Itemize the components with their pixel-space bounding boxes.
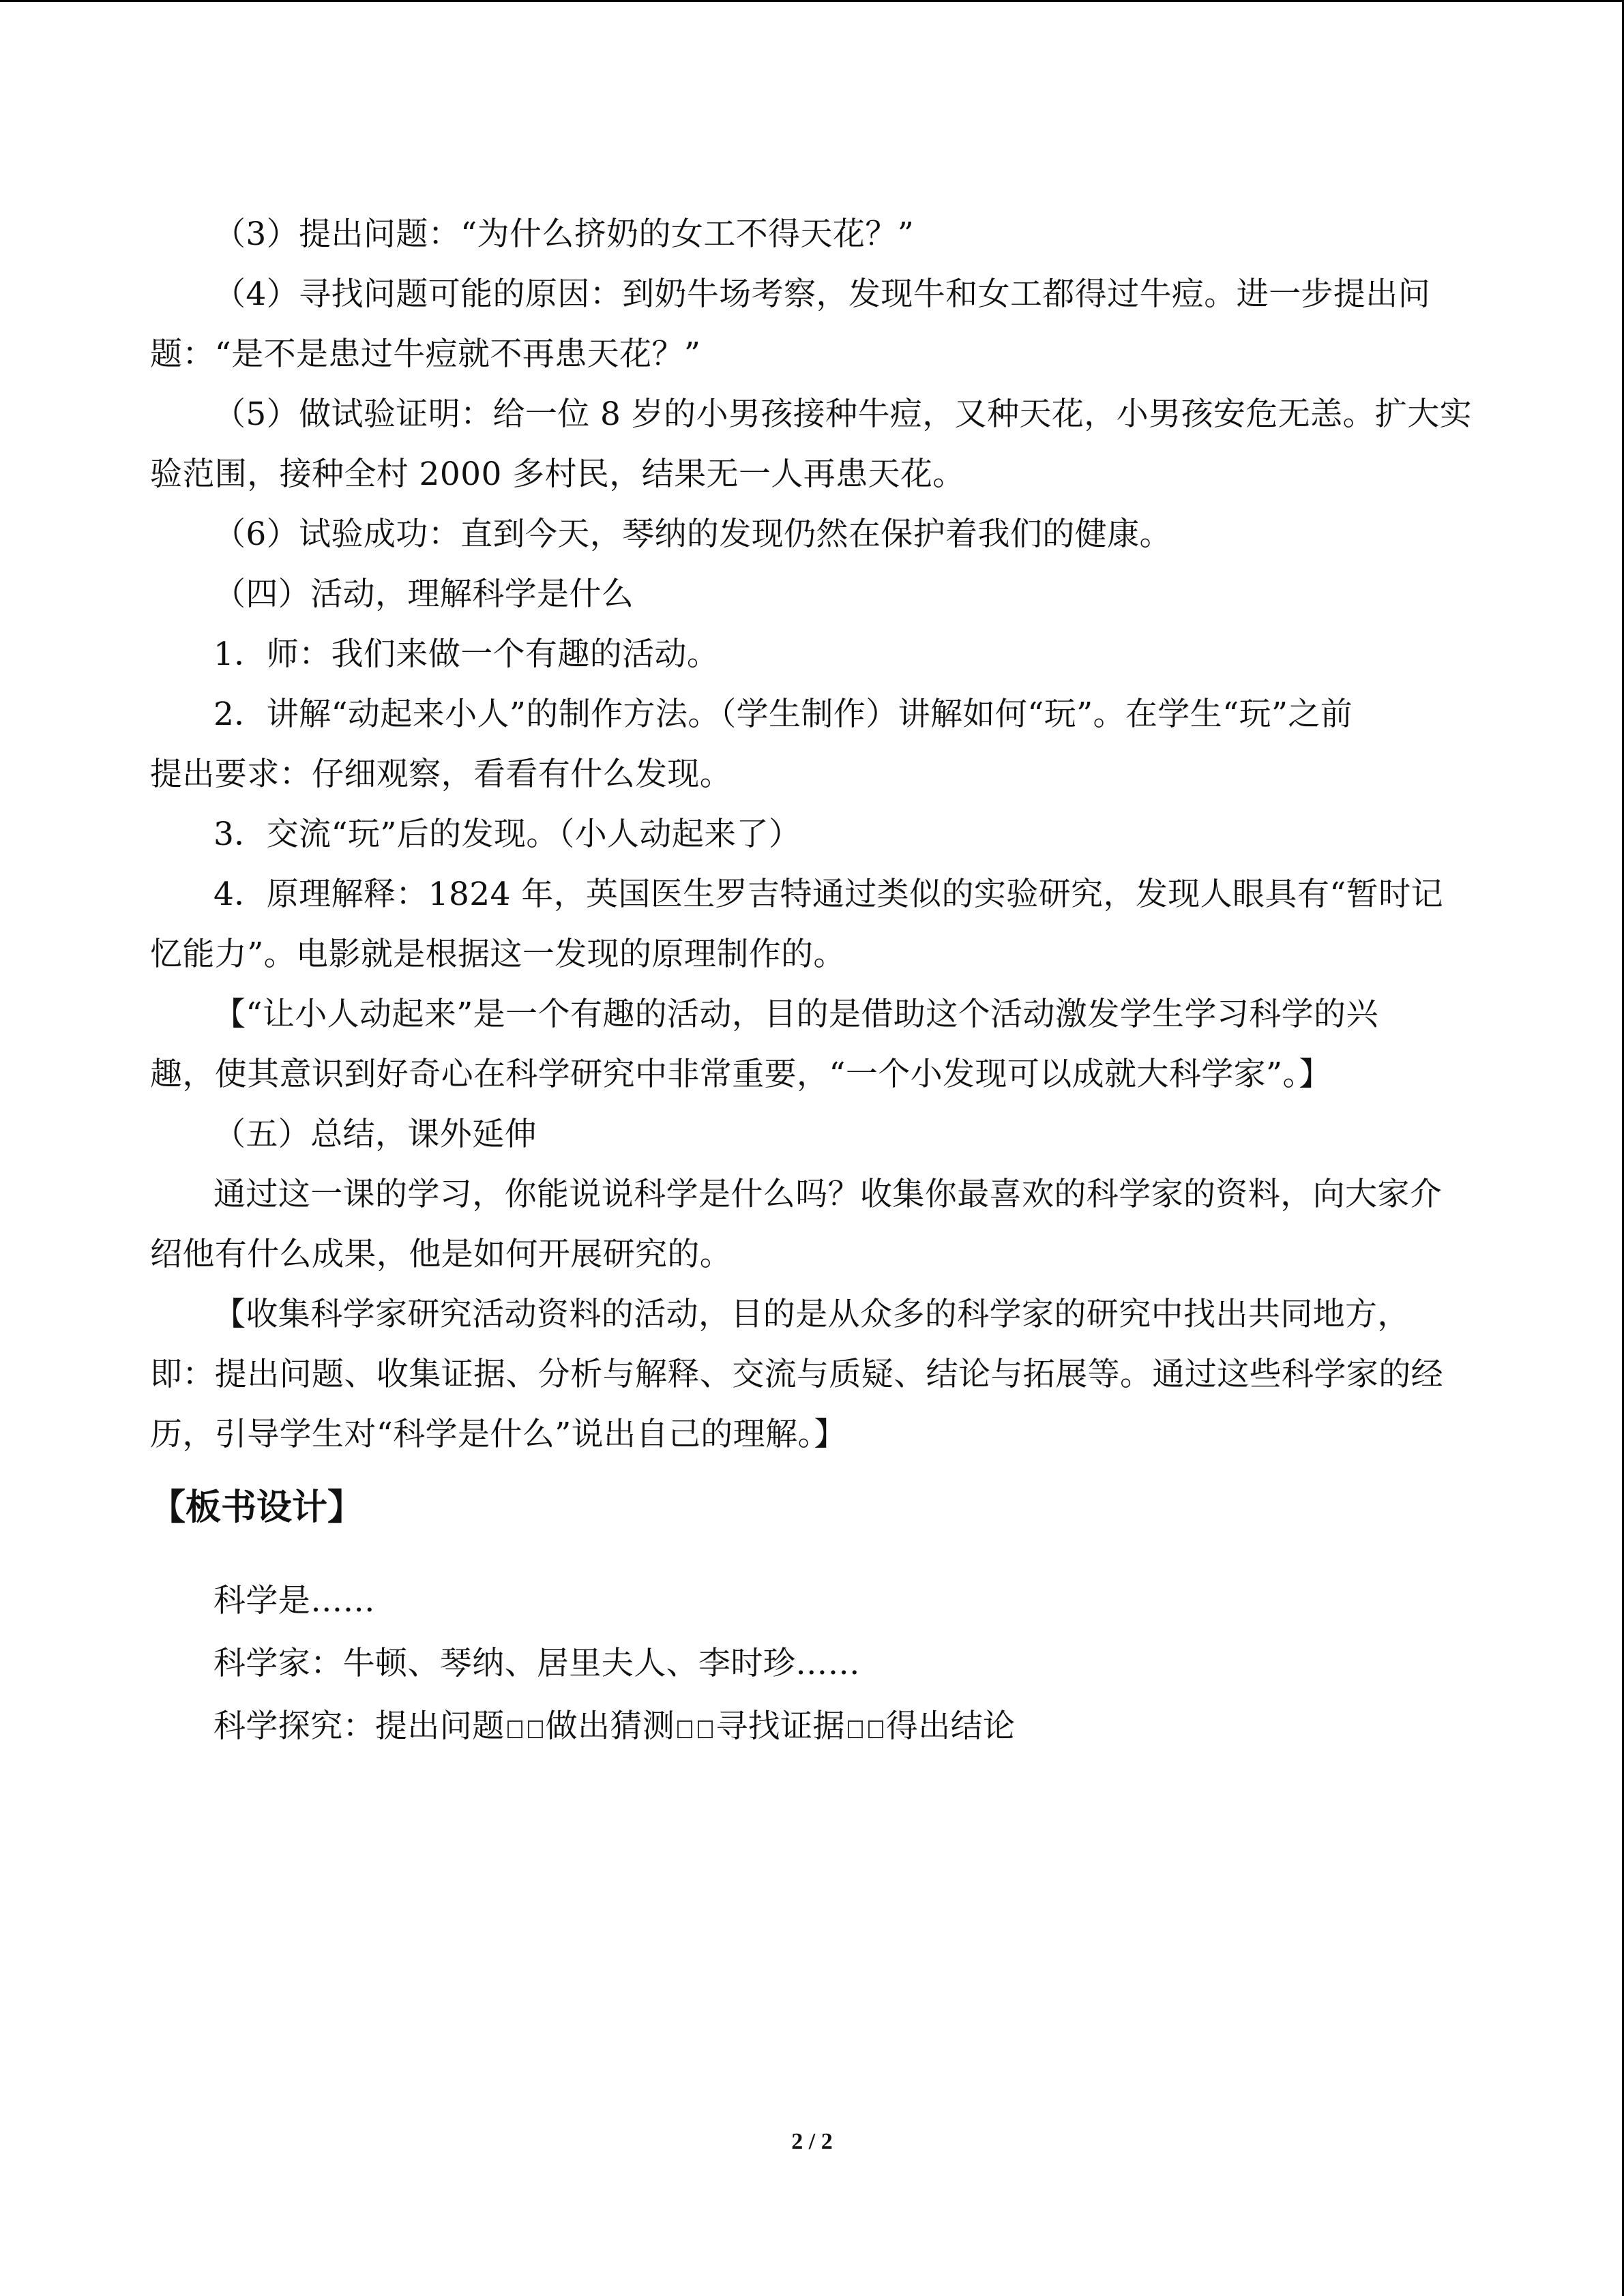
placeholder-box-icon bbox=[868, 1720, 883, 1738]
board-line-science: 科学是…… bbox=[213, 1582, 375, 1620]
paragraph-line: （3）提出问题：“为什么挤奶的女工不得天花？” bbox=[213, 215, 915, 253]
placeholder-box-icon bbox=[848, 1720, 863, 1738]
paragraph-line: （6）试验成功：直到今天，琴纳的发现仍然在保护着我们的健康。 bbox=[213, 516, 1172, 553]
inquiry-step: 做出猜测 bbox=[545, 1708, 675, 1745]
board-design bbox=[150, 1570, 1477, 1758]
board-line-inquiry bbox=[150, 1695, 1477, 1758]
teaching-note-line: 【收集科学家研究活动资料的活动，目的是从众多的科学家的研究中找出共同地方， bbox=[213, 1296, 1410, 1333]
inquiry-step: 寻找证据 bbox=[715, 1708, 845, 1745]
paragraph-line: 2．讲解“动起来小人”的制作方法。（学生制作）讲解如何“玩”。在学生“玩”之前 bbox=[213, 696, 1353, 733]
placeholder-box-icon bbox=[528, 1720, 543, 1738]
paragraph-line: 绍他有什么成果，他是如何开展研究的。 bbox=[150, 1236, 733, 1273]
board-design-heading: 【板书设计】 bbox=[150, 1487, 364, 1528]
paragraph-line: 验范围，接种全村 2000 多村民，结果无一人再患天花。 bbox=[150, 456, 965, 493]
section-heading-4: （四）活动，理解科学是什么 bbox=[213, 576, 634, 613]
placeholder-box-icon bbox=[698, 1720, 713, 1738]
paragraph-line: 4．原理解释：1824 年，英国医生罗吉特通过类似的实验研究，发现人眼具有“暂时记 bbox=[213, 876, 1443, 913]
placeholder-box-icon bbox=[507, 1720, 522, 1738]
teaching-note-line: 【“让小人动起来”是一个有趣的活动，目的是借助这个活动激发学生学习科学的兴 bbox=[213, 996, 1378, 1033]
section-heading-5: （五）总结，课外延伸 bbox=[213, 1116, 537, 1153]
paragraph-line: 通过这一课的学习，你能说说科学是什么吗？收集你最喜欢的科学家的资料，向大家介 bbox=[213, 1176, 1443, 1213]
board-line-scientists: 科学家：牛顿、琴纳、居里夫人、李时珍…… bbox=[213, 1645, 860, 1682]
inquiry-step: 得出结论 bbox=[885, 1708, 1016, 1745]
paragraph-line: 忆能力”。电影就是根据这一发现的原理制作的。 bbox=[150, 936, 846, 973]
paragraph-line: 1．师：我们来做一个有趣的活动。 bbox=[213, 636, 720, 673]
page-top-border bbox=[0, 0, 1624, 2]
paragraph-line: 题：“是不是患过牛痘就不再患天花？” bbox=[150, 336, 701, 373]
inquiry-step: 提出问题 bbox=[375, 1708, 505, 1745]
teaching-note-line: 即：提出问题、收集证据、分析与解释、交流与质疑、结论与拓展等。通过这些科学家的经 bbox=[150, 1356, 1443, 1393]
teaching-note-line: 趣，使其意识到好奇心在科学研究中非常重要，“一个小发现可以成就大科学家”。】 bbox=[150, 1056, 1331, 1093]
paragraph-line: （4）寻找问题可能的原因：到奶牛场考察，发现牛和女工都得过牛痘。进一步提出问 bbox=[213, 275, 1431, 313]
placeholder-box-icon bbox=[677, 1720, 692, 1738]
page-number: 2 / 2 bbox=[791, 2129, 833, 2154]
teaching-note-line: 历，引导学生对“科学是什么”说出自己的理解。】 bbox=[150, 1416, 846, 1453]
paragraph-line: （5）做试验证明：给一位 8 岁的小男孩接种牛痘，又种天花，小男孩安危无恙。扩大实 bbox=[213, 396, 1473, 433]
paragraph-line: 提出要求：仔细观察，看看有什么发现。 bbox=[150, 756, 733, 793]
paragraph-line: 3．交流“玩”后的发现。（小人动起来了） bbox=[213, 816, 801, 853]
document-body bbox=[150, 205, 1477, 1758]
inquiry-prefix: 科学探究： bbox=[213, 1708, 375, 1745]
